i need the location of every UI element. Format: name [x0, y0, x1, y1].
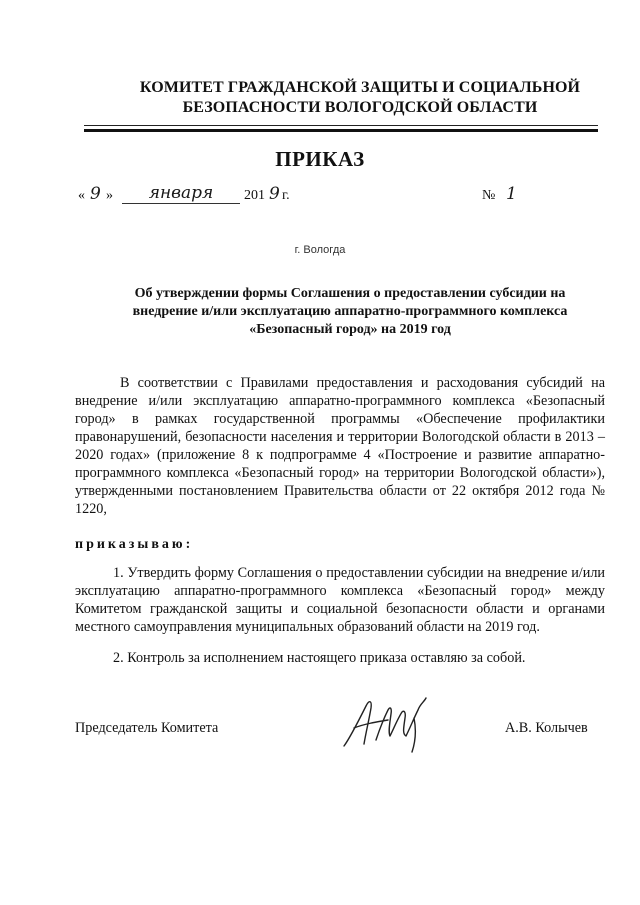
date-year-prefix: 201: [244, 188, 265, 203]
issuer-header: [80, 78, 640, 118]
signer-title: Председатель Комитета: [75, 720, 219, 736]
issuer-header-line1: КОМИТЕТ ГРАЖДАНСКОЙ ЗАЩИТЫ И СОЦИАЛЬНОЙ: [139, 79, 581, 96]
item-number: 2.: [113, 650, 124, 666]
list-item: [75, 564, 605, 636]
header-rule-thin: [84, 125, 598, 126]
date-year-digit: 9: [269, 184, 280, 204]
order-number-label: №: [482, 188, 496, 203]
date-month: января: [122, 183, 240, 204]
date-day: 9: [90, 184, 101, 204]
subject-line2: внедрение и/или эксплуатацию аппаратно-программного комплекса: [132, 304, 568, 319]
item-text: Контроль за исполнением настоящего приказа оставляю за собой.: [127, 650, 526, 666]
preamble-paragraph: В соответствии с Правилами предоставления и расходования субсидий на внедрение и/или эксплуатацию аппаратно-программного комплекса «Безопасный город» в рамках государственной программы «Обеспечение профилактики правонарушений, безопасности населения и территории Вологодской области в 2013 – 2020 годах» (приложение 8 к подпрограмме 4 «Построение и развитие аппаратно-программного комплекса «Безопасный город» на территории Вологодской области»), утвержденными постановлением Правительства области от 22 октября 2012 года № 1220,: [75, 375, 605, 517]
order-number-value: 1: [506, 184, 517, 204]
subject-line1: Об утверждении формы Соглашения о предоставлении субсидии на: [134, 286, 566, 301]
city: г. Вологда: [294, 244, 346, 256]
issuer-header-line2: БЕЗОПАСНОСТИ ВОЛОГОДСКОЙ ОБЛАСТИ: [182, 99, 538, 116]
date-number-row: [78, 185, 598, 211]
signer-name: А.В. Колычев: [505, 720, 588, 736]
header-rule-thick: [84, 129, 598, 132]
document-title: ПРИКАЗ: [275, 147, 365, 171]
list-item: [75, 649, 605, 667]
date-year-suffix: г.: [282, 188, 290, 203]
date-open-quote: «: [78, 188, 85, 203]
order-word: приказываю:: [75, 537, 194, 552]
subject-line3: «Безопасный город» на 2019 год: [249, 322, 451, 337]
item-text: Утвердить форму Соглашения о предоставлении субсидии на внедрение и/или эксплуатацию аппаратно-программного комплекса «Безопасный город» между Комитетом гражданской защиты и социальной безопасности области и органами местного самоуправления муниципальных образований области на 2019 год.: [75, 565, 605, 635]
handwritten-signature-icon: [336, 688, 456, 758]
item-number: 1.: [113, 565, 124, 581]
document-subject: [110, 285, 590, 339]
date-close-quote: »: [106, 188, 113, 203]
